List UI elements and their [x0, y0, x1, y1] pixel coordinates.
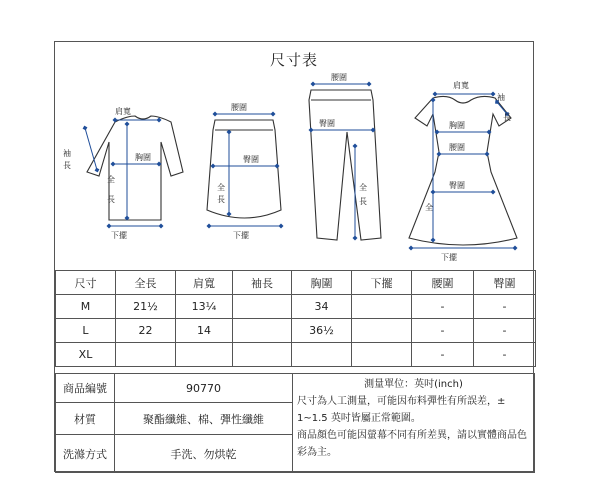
table-header: 全長: [116, 271, 176, 295]
shirt-hem-label: 下擺: [111, 231, 127, 240]
note-line: 1~1.5 英吋皆屬正常範圍。: [297, 413, 421, 424]
measurement-notes: [292, 373, 535, 473]
table-row: [56, 343, 536, 367]
table-cell: XL: [56, 343, 116, 367]
table-header: 腰圍: [412, 271, 474, 295]
shirt-chest-label: 胸圍: [135, 153, 151, 162]
pants-outline: [309, 90, 381, 240]
table-cell: [233, 319, 292, 343]
table-cell: -: [474, 319, 536, 343]
table-cell: [352, 295, 412, 319]
shirt-sleeve-label-1: 袖: [63, 149, 71, 158]
table-cell: [116, 343, 176, 367]
table-header: 胸圍: [292, 271, 352, 295]
pants-hip-label: 臀圍: [319, 119, 335, 128]
table-header: 肩寬: [176, 271, 233, 295]
table-cell: [352, 343, 412, 367]
product-no-value: 90770: [114, 373, 293, 403]
table-cell: [292, 343, 352, 367]
pants-waist-label: 腰圍: [331, 73, 347, 82]
table-row: [56, 295, 536, 319]
dress-shoulder-label: 肩寬: [453, 81, 469, 90]
table-cell: L: [56, 319, 116, 343]
shirt-shoulder-label: 肩寬: [115, 107, 131, 116]
table-header: 下擺: [352, 271, 412, 295]
table-cell: [233, 343, 292, 367]
table-cell: 13¼: [176, 295, 233, 319]
product-info: [55, 373, 535, 473]
table-header: 尺寸: [56, 271, 116, 295]
material-label: 材質: [55, 402, 115, 435]
table-cell: [352, 319, 412, 343]
table-cell: -: [412, 343, 474, 367]
pants-length-label-1: 全: [359, 183, 367, 192]
table-cell: [233, 295, 292, 319]
product-no-label: 商品編號: [55, 373, 115, 403]
note-line: 彩為主。: [297, 447, 337, 458]
dress-hip-label: 臀圍: [449, 181, 465, 190]
garment-diagrams: [55, 42, 535, 270]
dress-length-label: 全: [425, 203, 433, 212]
dress-sleeve-label-2: 長: [503, 113, 511, 122]
table-cell: 36½: [292, 319, 352, 343]
skirt-hip-label: 臀圍: [243, 155, 259, 164]
table-cell: [176, 343, 233, 367]
table-cell: -: [412, 295, 474, 319]
skirt-hem-label: 下擺: [233, 231, 249, 240]
table-row: [56, 319, 536, 343]
wash-label: 洗滌方式: [55, 434, 115, 473]
note-line: 尺寸為人工測量，可能因布料彈性有所誤差，±: [297, 396, 506, 407]
skirt-waist-label: 腰圍: [231, 103, 247, 112]
pants-length-label-2: 長: [359, 197, 367, 206]
table-header: 袖長: [233, 271, 292, 295]
page-title: 尺寸表: [269, 51, 318, 69]
dress-sleeve-label-1: 袖: [497, 93, 505, 102]
skirt-length-label-2: 長: [217, 195, 225, 204]
table-cell: -: [474, 295, 536, 319]
table-cell: 22: [116, 319, 176, 343]
size-chart-sheet: [54, 41, 534, 472]
skirt-length-label-1: 全: [217, 183, 225, 192]
dress-hem-label: 下擺: [441, 253, 457, 262]
shirt-sleeve-line: [85, 128, 97, 170]
dress-outline: [409, 96, 517, 245]
shirt-sleeve-label-2: 長: [63, 161, 71, 170]
shirt-length-label-1: 全: [107, 175, 115, 184]
shirt-length-label-2: 長: [107, 195, 115, 204]
table-cell: 34: [292, 295, 352, 319]
wash-value: 手洗、勿烘乾: [114, 434, 293, 473]
material-value: 聚酯纖維、棉、彈性纖維: [114, 402, 293, 435]
table-header-row: [56, 271, 536, 295]
table-cell: 21½: [116, 295, 176, 319]
unit-note: 測量單位：英吋(inch): [364, 379, 463, 390]
shirt-outline: [87, 116, 183, 220]
dress-chest-label: 胸圍: [449, 121, 465, 130]
dress-waist-label: 腰圍: [449, 143, 465, 152]
table-cell: M: [56, 295, 116, 319]
table-cell: -: [412, 319, 474, 343]
table-cell: -: [474, 343, 536, 367]
size-table: [55, 270, 536, 367]
table-header: 臀圍: [474, 271, 536, 295]
table-cell: 14: [176, 319, 233, 343]
note-line: 商品顏色可能因螢幕不同有所差異，請以實體商品色: [297, 430, 527, 441]
